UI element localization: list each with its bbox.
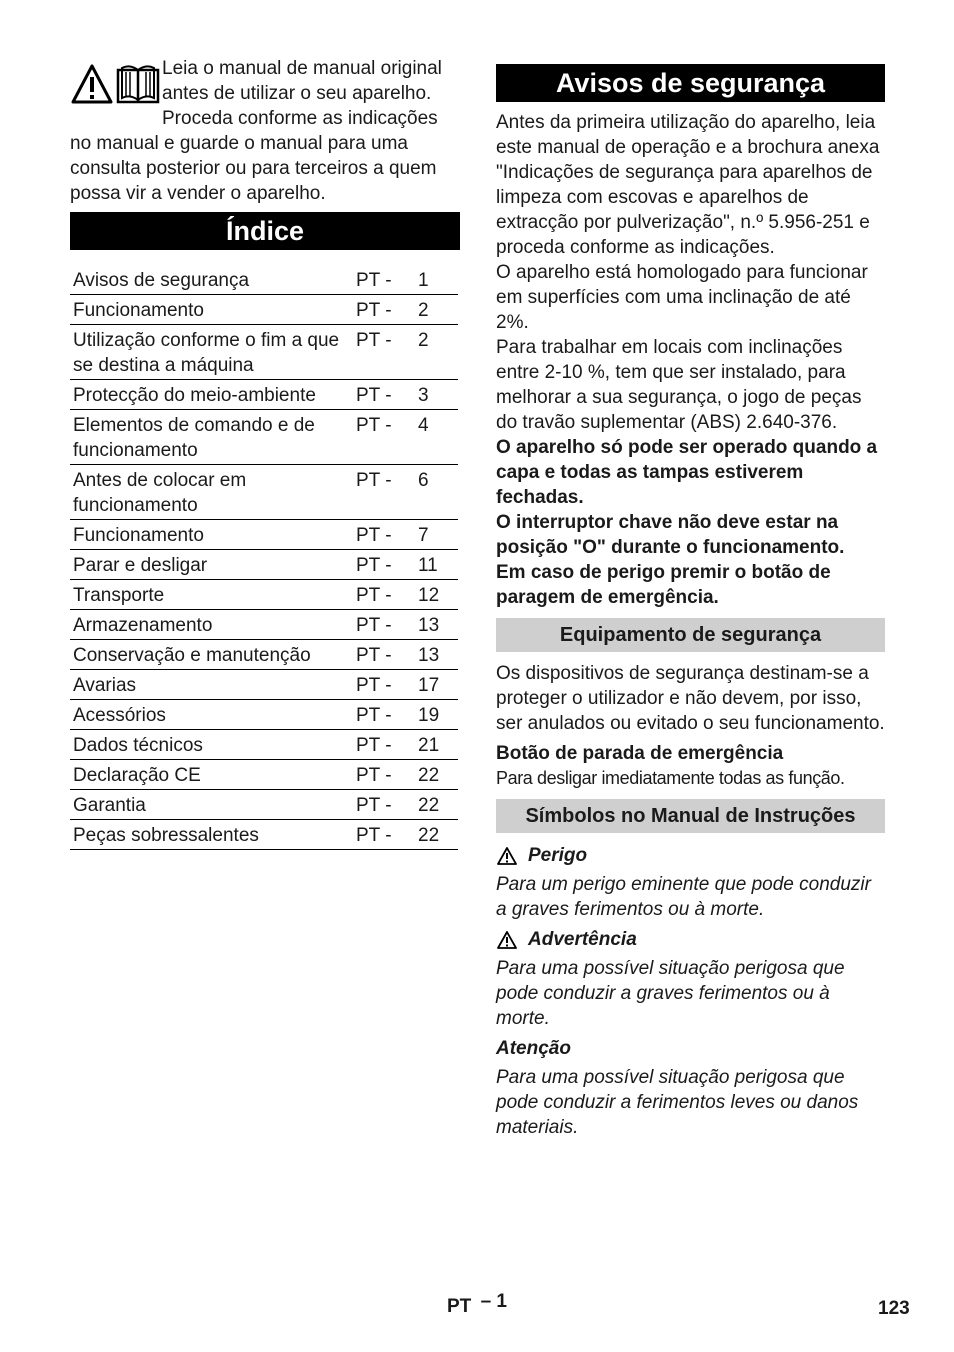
index-row-page: 22 <box>418 760 458 790</box>
index-row-page: 4 <box>418 410 458 465</box>
danger-text: Para um perigo eminente que pode conduzir a graves ferimentos ou à morte. <box>496 874 871 920</box>
index-row-prefix: PT - <box>356 610 418 640</box>
index-row-label: Antes de colocar em funcionamento <box>70 465 356 520</box>
danger-heading <box>496 843 885 868</box>
safety-paragraph-1: Antes da primeira utilização do aparelho, leia este manual de operação e a brochura anexa "Indicações de segurança para aparelhos de limpeza com escovas e aparelhos de extracção por pulverização", n.º 5.956-251 e proceda conforme as indicações. <box>496 112 880 258</box>
index-row-prefix: PT - <box>356 700 418 730</box>
index-row-page: 6 <box>418 465 458 520</box>
symbols-title: Símbolos no Manual de Instruções <box>496 799 885 833</box>
left-column <box>70 56 460 850</box>
index-row-page: 21 <box>418 730 458 760</box>
index-row <box>70 610 458 640</box>
emergency-button-text: Para desligar imediatamente todas as função. <box>496 768 845 788</box>
intro-block <box>70 56 460 208</box>
index-row-page: 17 <box>418 670 458 700</box>
index-row-label: Garantia <box>70 790 356 820</box>
index-row <box>70 325 458 380</box>
index-row-label: Funcionamento <box>70 295 356 325</box>
index-row-page: 3 <box>418 380 458 410</box>
index-table <box>70 265 458 850</box>
index-row-label: Utilização conforme o fim a que se destina a máquina <box>70 325 356 380</box>
index-row-page: 11 <box>418 550 458 580</box>
index-row <box>70 820 458 850</box>
index-row-page: 19 <box>418 700 458 730</box>
index-row <box>70 730 458 760</box>
right-column <box>496 64 885 1140</box>
index-row-label: Dados técnicos <box>70 730 356 760</box>
index-row-page: 13 <box>418 610 458 640</box>
index-row-page: 2 <box>418 325 458 380</box>
index-row <box>70 670 458 700</box>
safety-title: Avisos de segurança <box>496 64 885 102</box>
warning-triangle-icon <box>496 846 518 866</box>
index-row-label: Conservação e manutenção <box>70 640 356 670</box>
index-row-prefix: PT - <box>356 265 418 295</box>
index-row-prefix: PT - <box>356 670 418 700</box>
equipment-title: Equipamento de segurança <box>496 618 885 652</box>
caution-title: Atenção <box>496 1038 571 1059</box>
footer-section-label: PT <box>447 1296 472 1317</box>
index-row <box>70 265 458 295</box>
index-row-page: 2 <box>418 295 458 325</box>
index-row <box>70 410 458 465</box>
index-row-prefix: PT - <box>356 550 418 580</box>
index-row-label: Funcionamento <box>70 520 356 550</box>
index-title: Índice <box>70 212 460 250</box>
index-row-label: Transporte <box>70 580 356 610</box>
index-row-prefix: PT - <box>356 295 418 325</box>
index-row-label: Declaração CE <box>70 760 356 790</box>
index-row-page: 22 <box>418 790 458 820</box>
index-row-prefix: PT - <box>356 580 418 610</box>
index-row-page: 1 <box>418 265 458 295</box>
warning-heading <box>496 927 885 952</box>
equipment-text: Os dispositivos de segurança destinam-se a proteger o utilizador e não devem, por isso, ser anulados ou evitado o seu funcionamento. <box>496 663 885 734</box>
index-row <box>70 520 458 550</box>
index-row-label: Acessórios <box>70 700 356 730</box>
index-row-page: 12 <box>418 580 458 610</box>
index-row-label: Avisos de segurança <box>70 265 356 295</box>
index-row-page: 22 <box>418 820 458 850</box>
index-row-label: Elementos de comando e de funcionamento <box>70 410 356 465</box>
index-row-label: Armazenamento <box>70 610 356 640</box>
warning-title: Advertência <box>528 929 637 950</box>
safety-bold-3: Em caso de perigo premir o botão de paragem de emergência. <box>496 562 831 608</box>
index-row <box>70 465 458 520</box>
footer-page-ref: – 1 <box>480 1291 507 1312</box>
danger-title: Perigo <box>528 845 588 866</box>
index-row-label: Avarias <box>70 670 356 700</box>
index-row-prefix: PT - <box>356 410 418 465</box>
index-row-prefix: PT - <box>356 820 418 850</box>
index-row-label: Peças sobressalentes <box>70 820 356 850</box>
intro-icons <box>70 62 162 108</box>
index-row-prefix: PT - <box>356 380 418 410</box>
warning-text: Para uma possível situação perigosa que pode conduzir a graves ferimentos ou à morte. <box>496 958 845 1029</box>
index-row <box>70 640 458 670</box>
index-row-prefix: PT - <box>356 730 418 760</box>
safety-paragraph-2: O aparelho está homologado para funcionar em superfícies com uma inclinação de até 2%. <box>496 262 868 333</box>
warning-triangle-icon <box>496 930 518 950</box>
intro-text: Leia o manual de manual original antes de utilizar o seu aparelho. Proceda conforme as indicações no manual e guarde o manual para uma consulta posterior ou para terceiros a quem possa vir a vender o aparelho. <box>70 58 442 204</box>
warning-manual-icon <box>70 62 162 108</box>
index-row-prefix: PT - <box>356 520 418 550</box>
safety-bold-1: O aparelho só pode ser operado quando a capa e todas as tampas estiverem fechadas. <box>496 437 878 508</box>
index-row-page: 13 <box>418 640 458 670</box>
index-row-prefix: PT - <box>356 760 418 790</box>
safety-paragraph-3: Para trabalhar em locais com inclinações entre 2-10 %, tem que ser instalado, para melhorar a sua segurança, o jogo de peças do travão suplementar (ABS) 2.640-376. <box>496 337 862 433</box>
index-row <box>70 760 458 790</box>
index-row-prefix: PT - <box>356 640 418 670</box>
page-number: 123 <box>878 1298 910 1319</box>
caution-text: Para uma possível situação perigosa que pode conduzir a ferimentos leves ou danos materiais. <box>496 1067 859 1138</box>
index-row-label: Protecção do meio-ambiente <box>70 380 356 410</box>
index-row-label: Parar e desligar <box>70 550 356 580</box>
index-row-page: 7 <box>418 520 458 550</box>
index-row <box>70 380 458 410</box>
index-row <box>70 550 458 580</box>
safety-bold-2: O interruptor chave não deve estar na posição "O" durante o funcionamento. <box>496 512 845 558</box>
footer-section <box>447 1291 507 1318</box>
index-row-prefix: PT - <box>356 325 418 380</box>
index-row <box>70 295 458 325</box>
index-row <box>70 580 458 610</box>
index-row-prefix: PT - <box>356 790 418 820</box>
emergency-button-title: Botão de parada de emergência <box>496 743 784 764</box>
index-row-prefix: PT - <box>356 465 418 520</box>
index-row <box>70 700 458 730</box>
index-row <box>70 790 458 820</box>
